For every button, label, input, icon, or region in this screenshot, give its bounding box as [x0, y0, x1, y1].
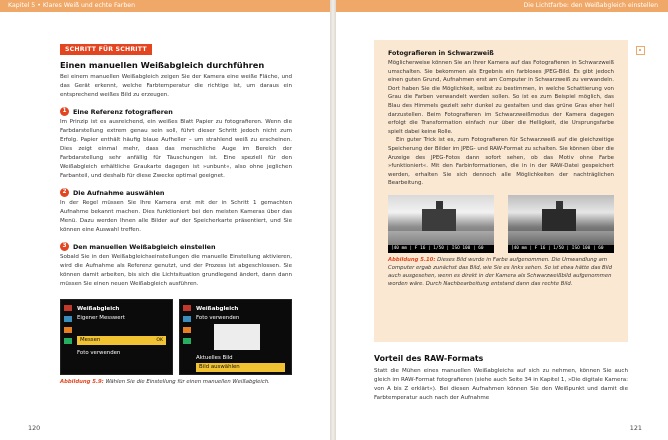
info-box-paragraph-1: Möglicherweise können Sie an Ihrer Kamera auf das Fotografieren in Schwarzweiß umschalten. Sie bekommen als Ergebnis ein farbloses JPEG-Bild. Es gibt jedoch einen guten Grund, Aufnahmen erst am Computer in Schwarzweiß zu verwandeln. Dort haben Sie die Möglichkeit, selbst zu bestimmen, in welche Schattierung von Grau die Farben verwandelt werden sollen. So ist es zum Beispiel möglich, das Blau des Himmels gezielt sehr dunkel zu gestalten und das grüne Gras eher hell darzustellen. Beim Fotografieren im Schwarzweißmodus der Kamera dagegen erfolgt die Transformation einfach nur über die Helligkeit, die Ursprungsfarbe spielt dabei keine Rolle.: [388, 60, 614, 135]
info-box-paragraph-2: Ein guter Trick ist es, zum Fotografieren für Schwarzweiß auf die gleichzeitige Speicherung der Bilder im JPEG- und RAW-Format zu schalten. Sie können über die Anzeige des JPEG-Fotos dann sofort sehen, ob das Motiv ohne Farbe »funktioniert«. Mit den Farbinformationen, die in in der RAW-Datei gespeichert werden, erhalten Sie sich dennoch alle Möglichkeiten der nachträglichen Bearbeitung.: [388, 137, 614, 187]
menu-item-messen[interactable]: [77, 336, 166, 345]
white-reference-preview: [214, 324, 260, 350]
photo-bw-right: [508, 195, 614, 253]
raw-section-title: Vorteil des RAW-Formats: [374, 354, 484, 363]
wrench-icon: [64, 338, 72, 344]
wrench-icon: [183, 338, 191, 344]
caption-label: Abbildung 5.9:: [60, 379, 104, 385]
info-box: [374, 40, 628, 342]
comparison-photos: [388, 195, 614, 253]
step-by-step-badge: SCHRITT FÜR SCHRITT: [60, 44, 152, 55]
menu-item-foto-verwenden[interactable]: Foto verwenden: [77, 350, 121, 356]
menu-subtitle: Foto verwenden: [196, 315, 240, 321]
menu-icon-column: [183, 305, 193, 349]
figure-caption-5-10: [388, 256, 614, 288]
section-heading: Einen manuellen Weißabgleich durchführen: [60, 60, 265, 70]
castle: [542, 209, 576, 231]
camera-menu-screen-2: [179, 299, 292, 375]
menu-icon-column: [64, 305, 74, 349]
step-number-3: 3: [60, 242, 69, 251]
camera-icon: [64, 305, 72, 311]
camera-menu-screen-1: [60, 299, 173, 375]
menu-item-bild-auswaehlen[interactable]: Bild auswählen: [196, 363, 285, 372]
right-running-header: Die Lichtfarbe: den Weißabgleich einstellen: [336, 0, 668, 12]
castle: [422, 209, 456, 231]
step-2: [60, 188, 292, 197]
ok-tag: OK: [156, 338, 163, 343]
play-icon: [183, 316, 191, 322]
step-2-text: In der Regel müssen Sie Ihre Kamera erst mit der in Schritt 1 gemachten Aufnahme bekannt machen. Dies funktioniert bei den meisten Kameras über das Menü. Dazu werden Ihnen alle Bilder auf der Speicherkarte präsentiert, und Sie können eine Auswahl treffen.: [60, 200, 292, 233]
photo-bw-left: [388, 195, 494, 253]
page-number-right: 121: [629, 424, 642, 432]
pencil-icon: [183, 327, 191, 333]
step-2-title: Die Aufnahme auswählen: [73, 188, 165, 197]
exif-bar: [40 mm | F 16 | 1/50 | ISO 100 | 60: [388, 245, 494, 253]
step-number-1: 1: [60, 107, 69, 116]
info-box-content: [388, 50, 614, 288]
left-content: [60, 36, 292, 386]
info-box-title: Fotografieren in Schwarzweiß: [388, 50, 494, 57]
raw-section: [374, 354, 628, 403]
step-number-2: 2: [60, 188, 69, 197]
left-running-header: Kapitel 5 • Klares Weiß und echte Farben: [0, 0, 330, 12]
caption-text: Dieses Bild wurde in Farbe aufgenommen. Die Umwandlung am Computer ergab zunächst das Bild, wie Sie es links sehen. So ist etwa hätte das Bild auch ausgesehen, wenn es direkt in der Kamera als Schwarzweißbild aufgenommen worden wäre. Durch Nachbearbeitung entstand dann das rechte Bild.: [388, 256, 612, 287]
exif-bar: [40 mm | F 16 | 1/50 | ISO 100 | 60: [508, 245, 614, 253]
step-3: [60, 242, 292, 251]
raw-section-text: Statt die Mühen eines manuellen Weißabgleichs auf sich zu nehmen, können Sie auch gleich im RAW-Format fotografieren (siehe auch Seite 34 in Kapitel 1, »Die digitale Kamera: von A bis Z erklärt«). Bei diesen Aufnahmen können Sie den Weißpunkt und damit die Farbtemperatur auch nach der Aufnahme: [374, 368, 628, 401]
intro-paragraph: Bei einem manuellen Weißabgleich zeigen Sie der Kamera eine weiße Fläche, und das Gerät erkennt, welche Farbtemperatur die richtige ist, um daraus ein entsprechend weißes Bild zu erzeugen.: [60, 74, 292, 98]
caption-text: Wählen Sie die Einstellung für einen manuellen Weißabgleich.: [105, 379, 270, 385]
menu-subtitle: Eigener Messwert: [77, 315, 125, 321]
play-icon: [64, 316, 72, 322]
menu-item-messen-label: Messen: [80, 337, 101, 343]
pencil-icon: [64, 327, 72, 333]
step-1-title: Eine Referenz fotografieren: [73, 107, 173, 116]
info-box-marker-icon: [636, 46, 645, 55]
step-3-text: Sobald Sie in den Weißabgleichseinstellungen die manuelle Einstellung aktivieren, wird die Aufnahme als Referenz genutzt, und der Prozess ist abgeschlossen. Sie können damit arbeiten, bis sich die Lichtsituation grundlegend ändert, dann dann müssen Sie einen neuen Weißabgleich ausführen.: [60, 254, 292, 287]
caption-label: Abbildung 5.10:: [388, 256, 436, 263]
step-1: [60, 107, 292, 116]
menu-title: Weißabgleich: [77, 306, 120, 312]
menu-item-aktuelles-bild[interactable]: Aktuelles Bild: [196, 355, 233, 361]
figure-caption-5-9: [60, 378, 292, 386]
step-1-text: Im Prinzip ist es ausreichend, ein weißes Blatt Papier zu fotografieren. Wenn die Farbdarstellung extrem genau sein soll, führt dieser Schritt jedoch nicht zum Erfolg. Papier enthält häufig blaue Aufheller – um strahlend weiß zu erscheinen. Dies zeigt einmal mehr, dass das menschliche Auge im Bereich der Farbdarstellung sehr anfällig für Täuschungen ist. Eine speziell für den Weißabgleich erhältliche Graukarte dagegen ist »unbunt«, also ohne jeglichen Farbanteil, und deshalb für diese Zwecke optimal geeignet.: [60, 119, 292, 179]
left-page: [0, 0, 330, 440]
camera-icon: [183, 305, 191, 311]
right-page: [336, 0, 668, 440]
page-number-left: 120: [28, 424, 41, 432]
camera-screenshots: [60, 299, 292, 375]
step-3-title: Den manuellen Weißabgleich einstellen: [73, 242, 216, 251]
menu-title: Weißabgleich: [196, 306, 239, 312]
